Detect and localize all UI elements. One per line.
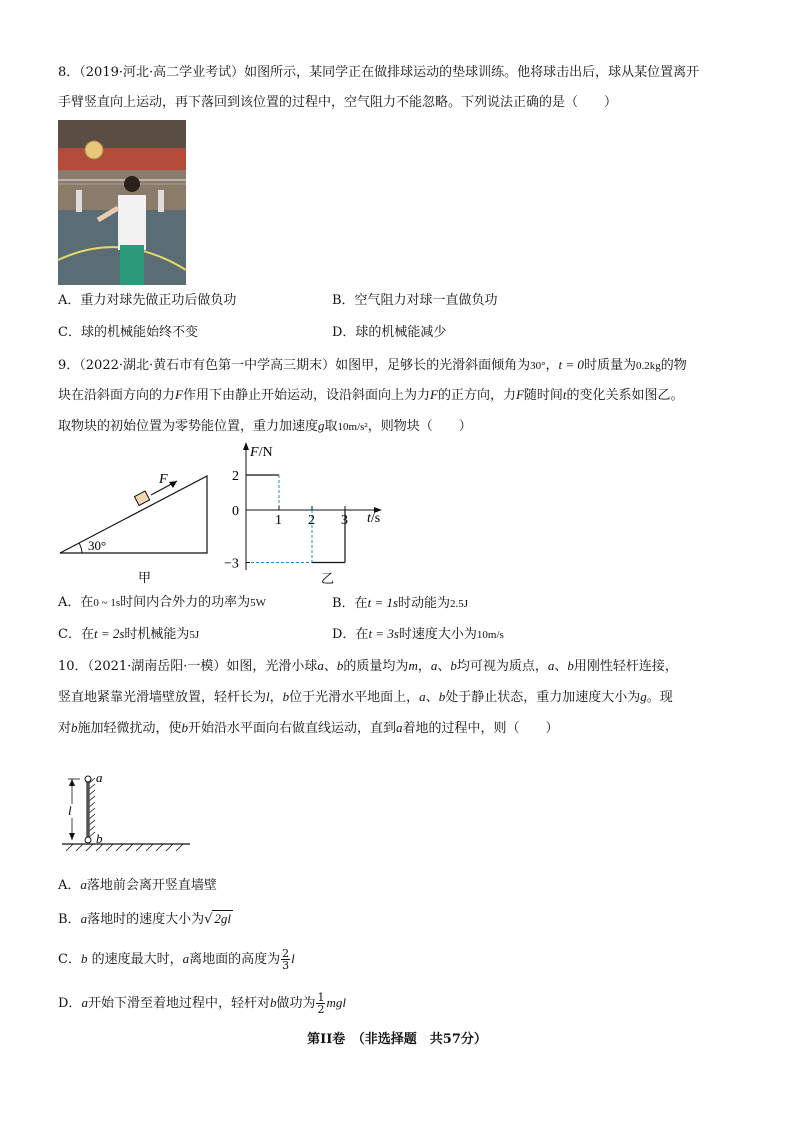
ball-b <box>85 837 91 843</box>
q8-option-a: A．重力对球先做正功后做负功 <box>58 293 237 308</box>
y-tick-label: 0 <box>232 504 239 519</box>
q9-stem-line2: 块在沿斜面方向的力F作用下由静止开始运动，设沿斜面向上为力F的正方向，力F随时间t的变化关系如图乙。 <box>58 387 684 403</box>
ball-a <box>85 776 91 782</box>
q8-option-d: D．球的机械能减少 <box>332 325 447 340</box>
rod-wall-figure <box>58 752 198 860</box>
y-tick-label: −3 <box>224 556 239 572</box>
label-l: l <box>68 803 72 818</box>
q10-option-a: A．a落地前会离开竖直墙壁 <box>58 877 217 893</box>
force-label: F <box>159 472 168 487</box>
x-tick-label: 1 <box>275 513 282 528</box>
incline-triangle <box>60 476 207 553</box>
q10-stem-line1: 10．（2021·湖南岳阳·一模）如图，光滑小球a、b的质量均为m，a、b均可视为质点，a、b用刚性轻杆连接， <box>58 658 678 674</box>
q8-stem-line1: 8．（2019·河北·高二学业考试）如图所示，某同学正在做排球运动的垫球训练。他将球击出后，球从某位置离开 <box>58 65 700 80</box>
q8-stem-line2: 手臂竖直向上运动，再下落回到该位置的过程中，空气阻力不能忽略。下列说法正确的是（ ） <box>58 95 618 110</box>
q9-option-a: A．在0 ~ 1s时间内合外力的功率为5W <box>58 595 267 610</box>
q10-option-c: C．b 的速度最大时，a离地面的高度为 $\frac{2}{3}$ l <box>58 947 295 972</box>
x-tick-label: 3 <box>341 513 348 528</box>
y-axis-label: F/N <box>250 445 273 460</box>
q9-stem-line3: 取物块的初始位置为零势能位置，重力加速度g取10m/s²，则物块（ ） <box>58 418 472 434</box>
incline-figure <box>55 440 225 588</box>
q8-option-c: C．球的机械能始终不变 <box>58 325 198 340</box>
q10-option-d: D．a开始下滑至着地过程中，轻杆对b做功为 $\frac{1}{2}$ mgl <box>58 991 346 1016</box>
caption-yi: 乙 <box>321 571 335 586</box>
section-heading: 第II卷 （非选择题 共57分） <box>307 1032 487 1047</box>
q9-option-d: D．在t = 3s时速度大小为10m/s <box>332 626 504 642</box>
caption-jia: 甲 <box>138 570 152 585</box>
label-a: a <box>96 770 103 785</box>
q9-stem-line1: 9．（2022·湖北·黄石市有色第一中学高三期末）如图甲，足够长的光滑斜面倾角为30°，t = 0时质量为0.2kg的物 <box>58 357 687 373</box>
block <box>134 491 149 505</box>
x-axis-label: t/s <box>367 511 381 526</box>
volleyball-photo <box>58 120 186 285</box>
q10-option-b: B．a落地时的速度大小为√ 2gl <box>58 911 231 927</box>
y-tick-label: 2 <box>232 469 239 484</box>
q9-option-c: C．在t = 2s时机械能为5J <box>58 626 200 642</box>
label-b: b <box>96 831 103 846</box>
x-tick-label: 2 <box>308 513 315 528</box>
angle-label: 30° <box>88 538 107 553</box>
q10-stem-line2: 竖直地紧靠光滑墙壁放置，轻杆长为l，b位于光滑水平地面上，a、b处于静止状态，重力加速度大小为g。现 <box>58 689 673 705</box>
q10-stem-line3: 对b施加轻微扰动，使b开始沿水平面向右做直线运动，直到a着地的过程中，则（ ） <box>58 720 559 736</box>
force-time-graph <box>222 440 392 588</box>
q8-option-b: B．空气阻力对球一直做负功 <box>332 293 498 308</box>
q9-option-b: B．在t = 1s时动能为2.5J <box>332 595 469 611</box>
